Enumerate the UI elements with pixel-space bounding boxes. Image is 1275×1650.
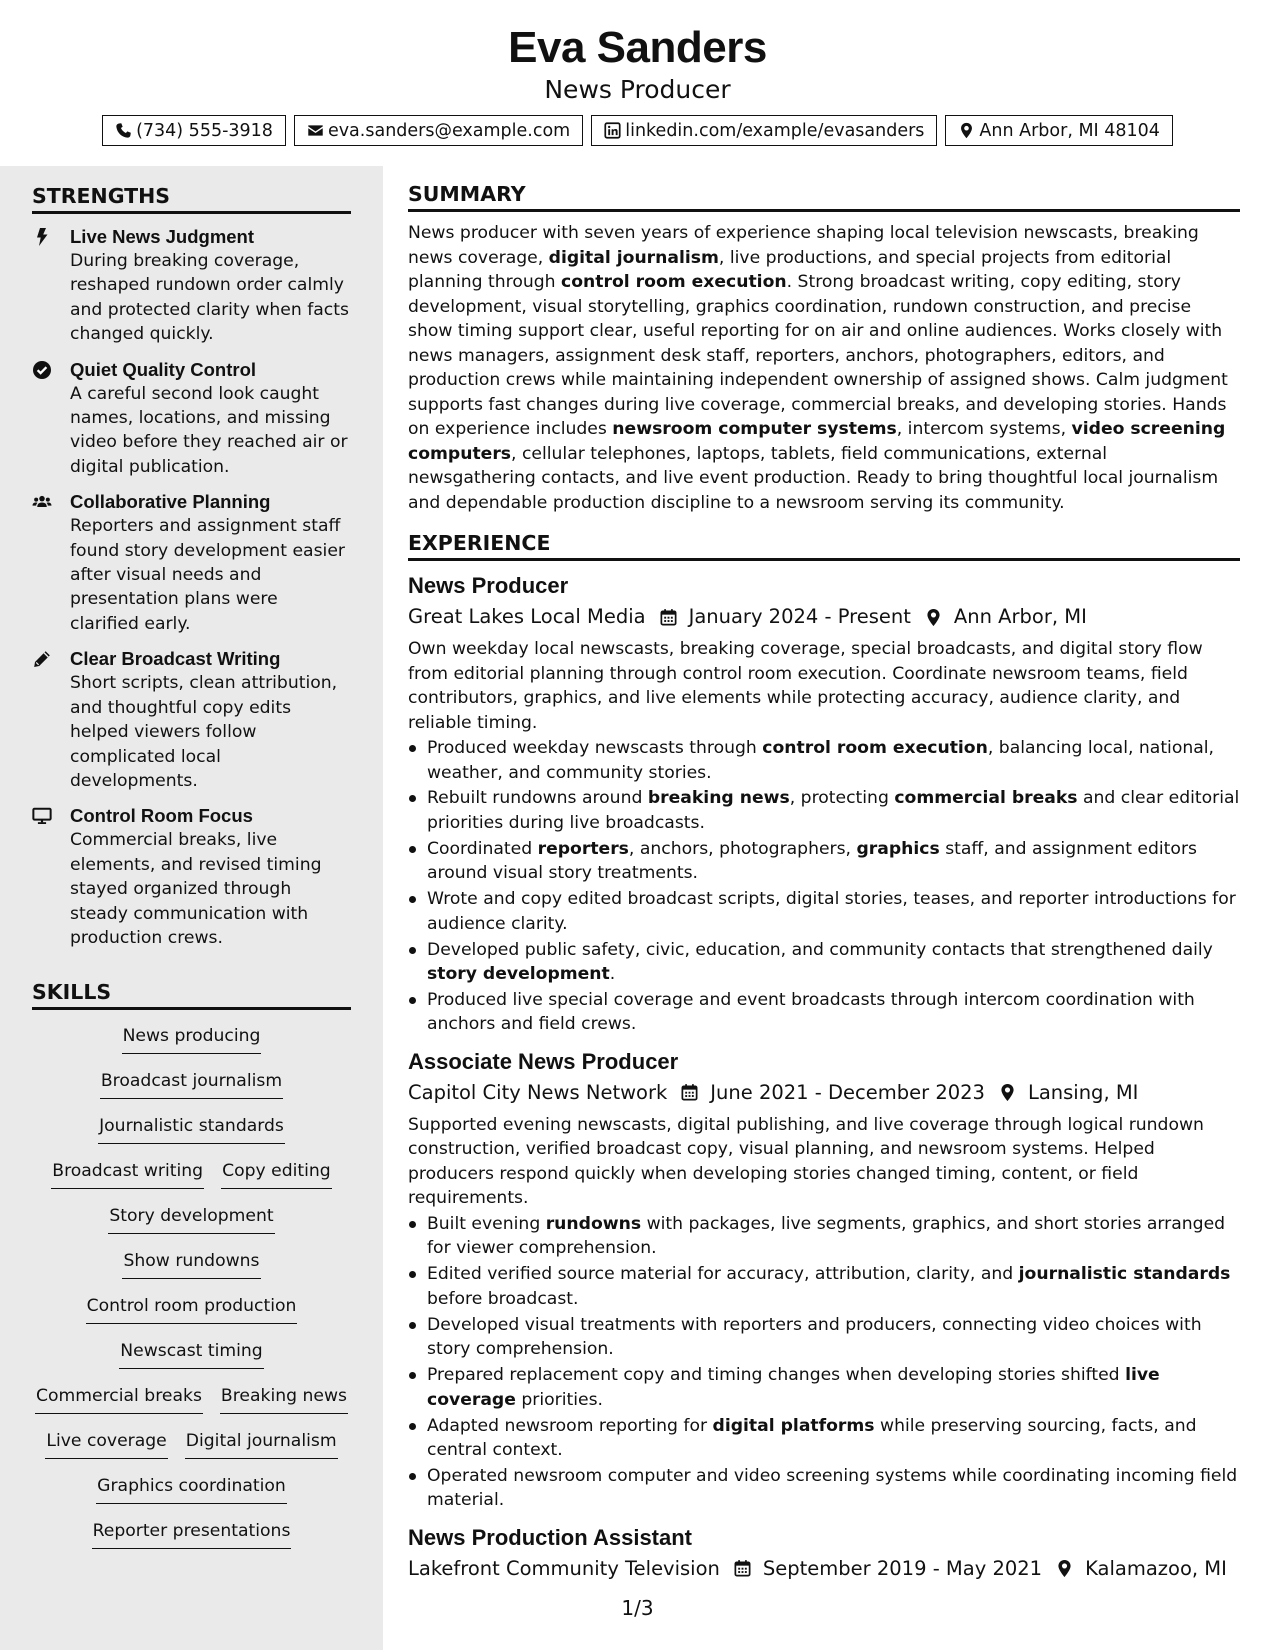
text-run: Developed public safety, civic, education, and community contacts that strengthened daily [427, 939, 1213, 960]
location-pin-icon [1055, 1559, 1074, 1578]
text-run: Adapted newsroom reporting for [427, 1415, 713, 1436]
strength-item [32, 358, 351, 480]
text-run: Developed visual treatments with reporters and producers, connecting video choices with story comprehension. [427, 1314, 1202, 1360]
bullet-item [408, 1363, 1240, 1412]
resume-header [0, 22, 1275, 146]
candidate-name: Eva Sanders [508, 23, 767, 72]
strength-item [32, 225, 351, 347]
job-location: Lansing, MI [1027, 1080, 1139, 1104]
candidate-title: News Producer [544, 75, 731, 104]
bullet-item [408, 1464, 1240, 1513]
bold-phrase: digital journalism [548, 247, 719, 268]
skill-tag: Digital journalism [185, 1429, 338, 1459]
text-run: Produced live special coverage and event broadcasts through intercom coordination with anchors and field crews. [427, 989, 1195, 1035]
bold-phrase: commercial breaks [894, 788, 1078, 809]
bullet-item [408, 786, 1240, 835]
bullet-item [408, 988, 1240, 1037]
summary-section [408, 180, 1240, 515]
strength-title: Collaborative Planning [70, 491, 271, 513]
bold-phrase: rundowns [545, 1213, 642, 1234]
text-run: . [609, 964, 616, 985]
strengths-heading: STRENGTHS [32, 182, 351, 214]
skill-tag: Graphics coordination [96, 1474, 287, 1504]
calendar-icon [680, 1083, 699, 1102]
job-entry [408, 1523, 1240, 1584]
bold-phrase: digital platforms [712, 1415, 875, 1436]
location-pin-icon [958, 122, 975, 139]
skills-row [32, 1474, 351, 1519]
bullet-item [408, 837, 1240, 886]
job-entry [408, 1047, 1240, 1513]
bullet-item [408, 1212, 1240, 1261]
job-bullets [408, 1212, 1240, 1513]
skills-row [32, 1069, 351, 1114]
skill-tag: Journalistic standards [98, 1114, 285, 1144]
skill-tag: Live coverage [45, 1429, 167, 1459]
calendar-icon [659, 608, 678, 627]
text-run: , intercom systems, [896, 419, 1072, 439]
skills-row [32, 1294, 351, 1339]
job-bullets [408, 736, 1240, 1037]
skills-row [32, 1159, 351, 1204]
page-number: 1/3 [621, 1596, 654, 1620]
monitor-icon [32, 806, 52, 826]
bold-phrase: story development [427, 964, 610, 985]
company-name: Lakefront Community Television [408, 1556, 720, 1580]
jobs-list [408, 571, 1240, 1584]
text-run: , cellular telephones, laptops, tablets, field communications, external newsgathering contacts, and live event production. Ready to bring thoughtful local journalism and dependable production discipline to a newsroom serving its community. [408, 443, 1219, 513]
strength-description: Commercial breaks, live elements, and revised timing stayed organized through steady communication with production crews. [70, 830, 322, 948]
text-run: . Strong broadcast writing, copy editing, story development, visual storytelling, graphics coordination, rundown construction, and precise show timing support clear, useful reporting for on air and online audiences. Works closely with news managers, assignment desk staff, reporters, anchors, photographers, editors, and production crews while maintaining independent ownership of assigned shows. Calm judgment supports fast changes during live coverage, commercial breaks, and developing stories. Hands on experience includes [408, 272, 1228, 439]
bullet-item [408, 1414, 1240, 1463]
text-run: Rebuilt rundowns around [427, 788, 648, 809]
skill-tag: Story development [108, 1204, 274, 1234]
strength-description: Short scripts, clean attribution, and thoughtful copy edits helped viewers follow complicated local developments. [70, 673, 338, 791]
skills-row [32, 1114, 351, 1159]
strength-title: Control Room Focus [70, 805, 253, 827]
bold-phrase: control room execution [561, 272, 787, 292]
text-run: before broadcast. [427, 1288, 579, 1309]
contact-bar [0, 115, 1275, 146]
bold-phrase: journalistic standards [1018, 1264, 1231, 1285]
skills-list [32, 1024, 351, 1564]
text-run: , live productions, and special projects from editorial planning through [408, 247, 1172, 292]
contact-phone-text: (734) 555-3918 [136, 120, 273, 141]
summary-heading: SUMMARY [408, 180, 1240, 212]
job-entry [408, 571, 1240, 1037]
strength-title: Live News Judgment [70, 226, 255, 247]
skills-heading: SKILLS [32, 978, 351, 1010]
skill-tag: Broadcast journalism [100, 1069, 283, 1099]
text-run: staff, and assignment editors around visual story treatments. [427, 838, 1197, 884]
strength-description: During breaking coverage, reshaped rundown order calmly and protected clarity when facts changed quickly. [70, 251, 349, 345]
job-location: Ann Arbor, MI [953, 605, 1087, 628]
bullet-item [408, 736, 1240, 785]
job-description: Own weekday local newscasts, breaking coverage, special broadcasts, and digital story flow from editorial planning through control room execution. Coordinate newsroom teams, field contributors, graphics, and live elements while protecting accuracy, audience clarity, and reliable timing. [408, 639, 1203, 733]
text-run: Coordinated [427, 838, 538, 859]
location-pin-icon [924, 608, 943, 627]
skills-row [32, 1024, 351, 1069]
bold-phrase: graphics [856, 838, 940, 859]
text-run: priorities. [515, 1389, 603, 1410]
skill-tag: Control room production [86, 1294, 298, 1324]
location-pin-icon [998, 1083, 1017, 1102]
contact-location [945, 115, 1173, 146]
strength-description: A careful second look caught names, locations, and missing video before they reached air or digital publication. [70, 383, 348, 477]
strength-title: Clear Broadcast Writing [70, 648, 281, 670]
contact-email-text: eva.sanders@example.com [327, 120, 571, 141]
skills-row [32, 1204, 351, 1249]
text-run: Prepared replacement copy and timing changes when developing stories shifted [427, 1365, 1126, 1386]
job-dates: June 2021 - December 2023 [710, 1080, 985, 1104]
job-description: Supported evening newscasts, digital publishing, and live coverage through logical rundown construction, verified broadcast copy, visual planning, and newsroom systems. Helped producers respond quickly when developing stories changed timing, content, or field requirements. [408, 1114, 1204, 1209]
text-run: , protecting [789, 788, 895, 809]
pencil-icon [32, 649, 52, 669]
text-run: while preserving sourcing, facts, and central context. [427, 1415, 1197, 1461]
strength-title: Quiet Quality Control [70, 358, 257, 380]
job-meta [408, 1078, 1240, 1108]
experience-section [408, 529, 1240, 1584]
text-run: Produced weekday newscasts through [427, 738, 763, 758]
bold-phrase: video screening computers [408, 419, 1226, 464]
skill-tag: Reporter presentations [92, 1519, 292, 1549]
bullet-item [408, 938, 1240, 987]
text-run: Wrote and copy edited broadcast scripts, digital stories, teases, and reporter introductions for audience clarity. [427, 889, 1236, 934]
job-meta [408, 1554, 1240, 1584]
text-run: Built evening [427, 1213, 546, 1234]
strength-description: Reporters and assignment staff found story development easier after visual needs and presentation plans were clarified early. [70, 516, 345, 634]
bullet-item [408, 1313, 1240, 1362]
contact-email[interactable] [294, 115, 583, 146]
lightning-bolt-icon [32, 227, 52, 247]
job-title: Associate News Producer [408, 1048, 679, 1074]
strength-item [32, 647, 351, 793]
text-run: with packages, live segments, graphics, and short stories arranged for viewer comprehension. [427, 1213, 1226, 1259]
company-name: Capitol City News Network [408, 1080, 668, 1104]
calendar-icon [733, 1559, 752, 1578]
skills-section [32, 978, 351, 1564]
linkedin-icon [604, 122, 621, 139]
text-run: , anchors, photographers, [628, 838, 857, 859]
text-run: , balancing local, national, weather, and community stories. [427, 738, 1215, 783]
contact-linkedin-text: linkedin.com/example/evasanders [625, 120, 925, 141]
company-name: Great Lakes Local Media [408, 605, 646, 628]
skill-tag: Commercial breaks [35, 1384, 203, 1414]
strength-item [32, 804, 351, 950]
strength-item [32, 490, 351, 636]
skill-tag: Newscast timing [119, 1339, 263, 1369]
bold-phrase: breaking news [647, 788, 790, 809]
text-run: and clear editorial priorities during live broadcasts. [427, 788, 1240, 833]
skills-row [32, 1384, 351, 1429]
bold-phrase: reporters [537, 838, 629, 859]
strengths-section [32, 182, 351, 950]
bold-phrase: newsroom computer systems [612, 419, 897, 439]
job-dates: September 2019 - May 2021 [762, 1556, 1043, 1580]
skills-row [32, 1519, 351, 1564]
skills-row [32, 1249, 351, 1294]
skill-tag: Breaking news [220, 1384, 348, 1414]
bullet-item [408, 1262, 1240, 1311]
summary-text [408, 221, 1240, 515]
skill-tag: News producing [122, 1024, 262, 1054]
envelope-icon [307, 122, 324, 139]
users-icon [32, 492, 52, 512]
check-circle-icon [32, 360, 52, 380]
job-location: Kalamazoo, MI [1085, 1556, 1227, 1580]
contact-phone[interactable] [102, 115, 286, 146]
text-run: Operated newsroom computer and video screening systems while coordinating incoming field material. [427, 1465, 1238, 1511]
experience-heading: EXPERIENCE [408, 529, 1240, 561]
text-run: Edited verified source material for accuracy, attribution, clarity, and [427, 1264, 1019, 1285]
skill-tag: Broadcast writing [51, 1159, 204, 1189]
bold-phrase: live coverage [427, 1365, 1160, 1410]
bold-phrase: control room execution [762, 738, 988, 758]
contact-linkedin[interactable] [591, 115, 937, 146]
skill-tag: Show rundowns [122, 1249, 260, 1279]
job-dates: January 2024 - Present [688, 605, 911, 628]
job-meta [408, 602, 1240, 632]
main-content [408, 180, 1240, 1584]
skill-tag: Copy editing [221, 1159, 332, 1189]
sidebar [0, 166, 383, 1650]
phone-icon [115, 122, 132, 139]
contact-location-text: Ann Arbor, MI 48104 [979, 120, 1160, 141]
text-run: News producer with seven years of experience shaping local television newscasts, breaking news coverage, [408, 223, 1199, 268]
job-title: News Producer [408, 573, 569, 598]
bullet-item [408, 887, 1240, 936]
job-title: News Production Assistant [408, 1524, 693, 1550]
skills-row [32, 1429, 351, 1474]
skills-row [32, 1339, 351, 1384]
